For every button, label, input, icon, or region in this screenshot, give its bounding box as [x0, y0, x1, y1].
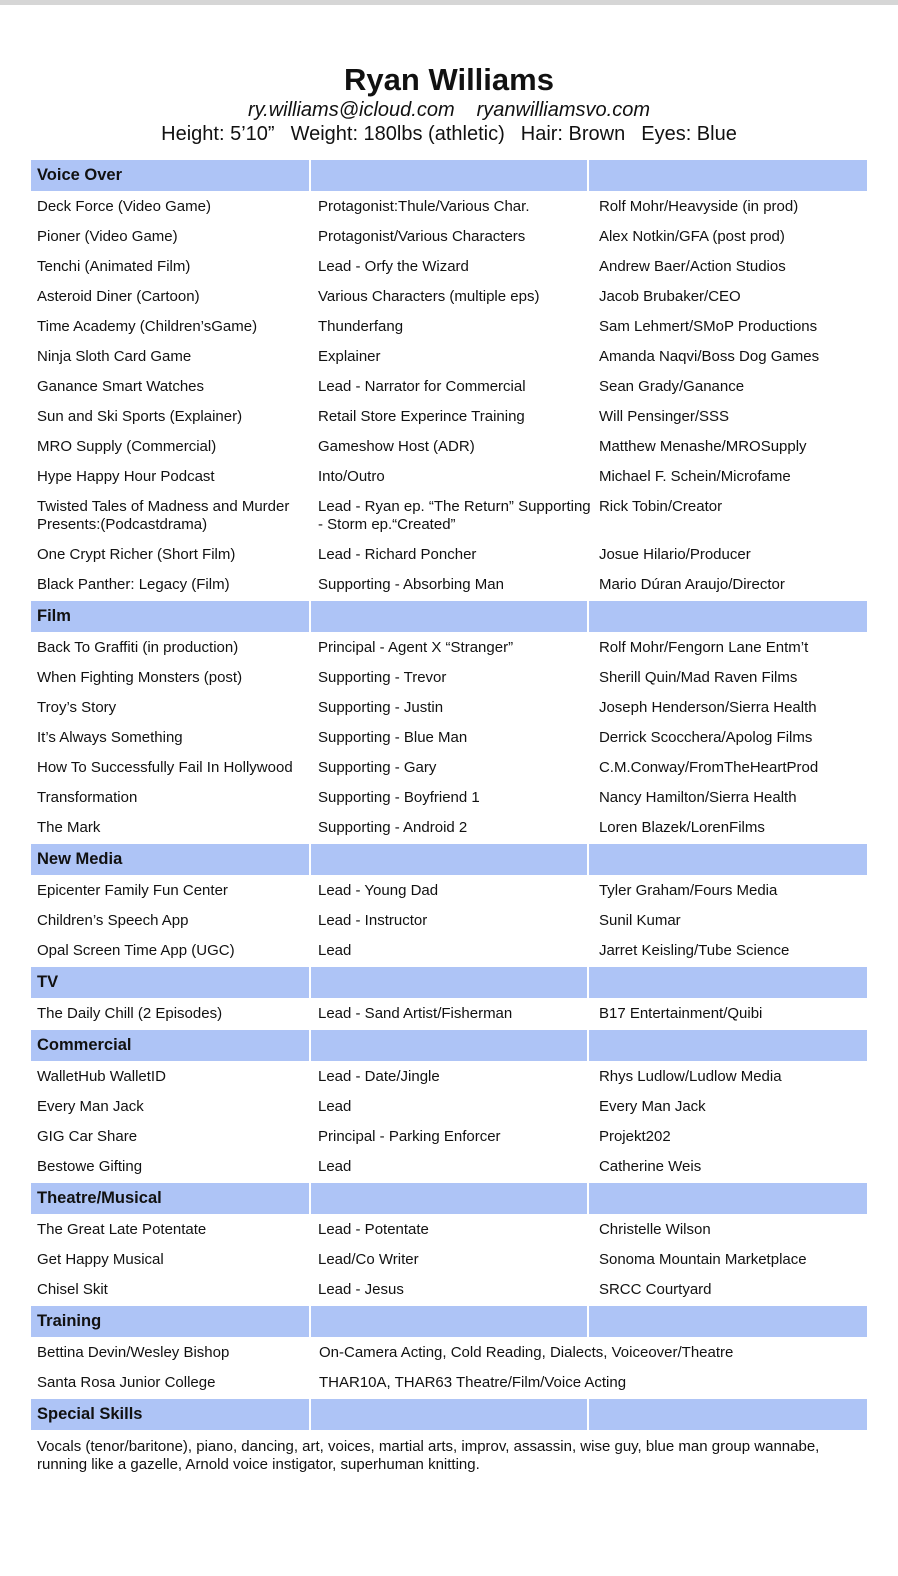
section-title: Film — [37, 607, 71, 625]
credit-row — [31, 999, 867, 1029]
credit-row — [31, 540, 867, 570]
credit-row — [31, 1215, 867, 1245]
project-cell: The Mark — [37, 819, 101, 836]
training-teacher-cell: Bettina Devin/Wesley Bishop — [37, 1344, 230, 1361]
column-divider — [587, 1306, 589, 1337]
director-cell: B17 Entertainment/Quibi — [598, 1005, 763, 1022]
height-stat: Height: 5’10” — [161, 123, 275, 145]
role-cell: Lead - Date/Jingle — [317, 1068, 440, 1085]
role-cell: Lead - Instructor — [317, 912, 428, 929]
project-cell: How To Successfully Fail In Hollywood — [37, 759, 293, 776]
role-cell: Supporting - Gary — [317, 759, 437, 776]
credit-row — [31, 633, 867, 663]
director-cell: Rick Tobin/Creator — [598, 498, 723, 515]
credit-row — [31, 1245, 867, 1275]
section-title: New Media — [37, 850, 123, 868]
project-cell: Epicenter Family Fun Center — [37, 882, 228, 899]
project-cell: Sun and Ski Sports (Explainer) — [37, 408, 243, 425]
eyes-stat: Eyes: Blue — [641, 123, 737, 145]
project-cell: Asteroid Diner (Cartoon) — [37, 288, 200, 305]
physical-stats — [0, 122, 898, 146]
director-cell: Sean Grady/Ganance — [598, 378, 745, 395]
email-link[interactable]: ry.williams@icloud.com — [247, 99, 455, 121]
section-header-special-skills — [31, 1399, 867, 1430]
role-cell: Protagonist:Thule/Various Char. — [317, 198, 530, 215]
role-cell: Supporting - Android 2 — [317, 819, 468, 836]
director-cell: Sonoma Mountain Marketplace — [598, 1251, 807, 1268]
project-cell: Troy’s Story — [37, 699, 117, 716]
director-cell: C.M.Conway/FromTheHeartProd — [598, 759, 819, 776]
column-divider — [309, 601, 311, 632]
credit-row — [31, 312, 867, 342]
project-cell: Deck Force (Video Game) — [37, 198, 211, 215]
project-cell: Black Panther: Legacy (Film) — [37, 576, 230, 593]
role-cell: Gameshow Host (ADR) — [317, 438, 475, 455]
training-subject-cell: On-Camera Acting, Cold Reading, Dialects, Voiceover/Theatre — [319, 1344, 734, 1361]
weight-stat: Weight: 180lbs (athletic) — [290, 123, 505, 145]
director-cell: Christelle Wilson — [598, 1221, 711, 1238]
role-cell: Lead - Orfy the Wizard — [317, 258, 469, 275]
column-divider — [309, 1030, 311, 1061]
training-teacher-cell: Santa Rosa Junior College — [37, 1374, 216, 1391]
role-cell: Lead - Jesus — [317, 1281, 404, 1298]
project-cell: Get Happy Musical — [37, 1251, 164, 1268]
column-divider — [587, 1030, 589, 1061]
credit-row — [31, 342, 867, 372]
role-cell: Lead - Narrator for Commercial — [317, 378, 526, 395]
director-cell: Rolf Mohr/Fengorn Lane Entm’t — [598, 639, 809, 656]
credit-row — [31, 1122, 867, 1152]
section-title: Theatre/Musical — [37, 1189, 162, 1207]
special-skills-text: Vocals (tenor/baritone), piano, dancing, art, voices, martial arts, improv, assassin, wise guy, blue man group wannabe, running like a gazelle, Arnold voice instigator, superhuman knitting. — [37, 1438, 820, 1473]
credit-row — [31, 906, 867, 936]
role-cell: Into/Outro — [317, 468, 385, 485]
credit-row — [31, 936, 867, 966]
project-cell: Tenchi (Animated Film) — [37, 258, 191, 275]
section-title: TV — [37, 973, 59, 991]
column-divider — [309, 1399, 311, 1430]
column-divider — [587, 601, 589, 632]
section-title: Commercial — [37, 1036, 132, 1054]
column-divider — [309, 1183, 311, 1214]
project-cell: GIG Car Share — [37, 1128, 138, 1145]
director-cell: Every Man Jack — [598, 1098, 706, 1115]
actor-name: Ryan Williams — [344, 62, 554, 97]
credit-row — [31, 1092, 867, 1122]
role-cell: Various Characters (multiple eps) — [317, 288, 540, 305]
project-cell: The Great Late Potentate — [37, 1221, 207, 1238]
director-cell: Michael F. Schein/Microfame — [598, 468, 791, 485]
role-cell: Explainer — [317, 348, 381, 365]
credit-row — [31, 1152, 867, 1182]
project-cell: Chisel Skit — [37, 1281, 108, 1298]
director-cell: Jarret Keisling/Tube Science — [598, 942, 790, 959]
director-cell: Derrick Scocchera/Apolog Films — [598, 729, 813, 746]
credit-row — [31, 432, 867, 462]
director-cell: Matthew Menashe/MROSupply — [598, 438, 807, 455]
project-cell: Twisted Tales of Madness and Murder Presents:(Podcastdrama) — [37, 498, 290, 533]
director-cell: Sunil Kumar — [598, 912, 681, 929]
credit-row — [31, 693, 867, 723]
hair-stat: Hair: Brown — [520, 123, 626, 145]
project-cell: Time Academy (Children’sGame) — [37, 318, 258, 335]
project-cell: Opal Screen Time App (UGC) — [37, 942, 235, 959]
director-cell: Amanda Naqvi/Boss Dog Games — [598, 348, 820, 365]
director-cell: Joseph Henderson/Sierra Health — [598, 699, 817, 716]
section-title: Special Skills — [37, 1405, 143, 1423]
director-cell: Rolf Mohr/Heavyside (in prod) — [598, 198, 799, 215]
director-cell: Loren Blazek/LorenFilms — [598, 819, 765, 836]
director-cell: Will Pensinger/SSS — [598, 408, 730, 425]
role-cell: Lead - Sand Artist/Fisherman — [317, 1005, 513, 1022]
project-cell: Ganance Smart Watches — [37, 378, 205, 395]
credit-row — [31, 192, 867, 222]
section-title: Training — [37, 1312, 102, 1330]
website-link[interactable]: ryanwilliamsvo.com — [476, 99, 650, 121]
section-header-theatre-musical — [31, 1183, 867, 1214]
section-title: Voice Over — [37, 166, 122, 184]
project-cell: Ninja Sloth Card Game — [37, 348, 192, 365]
column-divider — [587, 967, 589, 998]
column-divider — [587, 1183, 589, 1214]
role-cell: Supporting - Justin — [317, 699, 444, 716]
director-cell: SRCC Courtyard — [598, 1281, 712, 1298]
director-cell: Mario Dúran Araujo/Director — [598, 576, 785, 593]
role-cell: Lead - Ryan ep. “The Return” Supporting - Storm ep.“Created” — [317, 498, 591, 533]
project-cell: Children’s Speech App — [37, 912, 189, 929]
credit-row — [31, 570, 867, 600]
credit-row — [31, 1275, 867, 1305]
resume-table — [31, 159, 867, 1474]
column-divider — [309, 844, 311, 875]
director-cell: Sam Lehmert/SMoP Productions — [598, 318, 818, 335]
credit-row — [31, 222, 867, 252]
project-cell: The Daily Chill (2 Episodes) — [37, 1005, 223, 1022]
column-divider — [309, 1306, 311, 1337]
training-row — [31, 1368, 867, 1398]
director-cell: Sherill Quin/Mad Raven Films — [598, 669, 798, 686]
project-cell: When Fighting Monsters (post) — [37, 669, 243, 686]
role-cell: Lead — [317, 1098, 352, 1115]
role-cell: Lead — [317, 942, 352, 959]
director-cell: Josue Hilario/Producer — [598, 546, 751, 563]
column-divider — [587, 1399, 589, 1430]
role-cell: Lead - Young Dad — [317, 882, 439, 899]
role-cell: Retail Store Experince Training — [317, 408, 525, 425]
column-divider — [587, 844, 589, 875]
section-header-film — [31, 601, 867, 632]
role-cell: Protagonist/Various Characters — [317, 228, 526, 245]
credit-row — [31, 1062, 867, 1092]
director-cell: Nancy Hamilton/Sierra Health — [598, 789, 797, 806]
section-header-training — [31, 1306, 867, 1337]
project-cell: MRO Supply (Commercial) — [37, 438, 217, 455]
credit-row — [31, 813, 867, 843]
role-cell: Principal - Parking Enforcer — [317, 1128, 501, 1145]
role-cell: Supporting - Absorbing Man — [317, 576, 504, 593]
credit-row — [31, 402, 867, 432]
section-header-commercial — [31, 1030, 867, 1061]
credit-row — [31, 723, 867, 753]
credit-row — [31, 462, 867, 492]
director-cell: Projekt202 — [598, 1128, 671, 1145]
director-cell: Rhys Ludlow/Ludlow Media — [598, 1068, 782, 1085]
project-cell: Pioner (Video Game) — [37, 228, 178, 245]
role-cell: Lead - Potentate — [317, 1221, 429, 1238]
director-cell: Jacob Brubaker/CEO — [598, 288, 741, 305]
column-divider — [309, 160, 311, 191]
director-cell: Andrew Baer/Action Studios — [598, 258, 786, 275]
director-cell: Tyler Graham/Fours Media — [598, 882, 778, 899]
role-cell: Supporting - Trevor — [317, 669, 447, 686]
training-row — [31, 1338, 867, 1368]
credit-row — [31, 372, 867, 402]
director-cell: Alex Notkin/GFA (post prod) — [598, 228, 785, 245]
role-cell: Lead/Co Writer — [317, 1251, 419, 1268]
role-cell: Supporting - Blue Man — [317, 729, 468, 746]
role-cell: Supporting - Boyfriend 1 — [317, 789, 480, 806]
section-header-voice-over — [31, 160, 867, 191]
project-cell: Transformation — [37, 789, 138, 806]
training-subject-cell: THAR10A, THAR63 Theatre/Film/Voice Acting — [319, 1374, 627, 1391]
project-cell: It’s Always Something — [37, 729, 183, 746]
credit-row — [31, 252, 867, 282]
credit-row — [31, 492, 867, 540]
project-cell: Bestowe Gifting — [37, 1158, 143, 1175]
credit-row — [31, 753, 867, 783]
resume-header — [0, 62, 898, 146]
project-cell: Every Man Jack — [37, 1098, 144, 1115]
role-cell: Lead — [317, 1158, 352, 1175]
project-cell: Back To Graffiti (in production) — [37, 639, 239, 656]
column-divider — [309, 967, 311, 998]
section-header-new-media — [31, 844, 867, 875]
contact-line — [0, 98, 898, 122]
credit-row — [31, 783, 867, 813]
director-cell: Catherine Weis — [598, 1158, 702, 1175]
credit-row — [31, 876, 867, 906]
role-cell: Lead - Richard Poncher — [317, 546, 477, 563]
top-rule — [0, 0, 898, 5]
column-divider — [587, 160, 589, 191]
credit-row — [31, 663, 867, 693]
role-cell: Principal - Agent X “Stranger” — [317, 639, 514, 656]
section-header-tv — [31, 967, 867, 998]
project-cell: Hype Happy Hour Podcast — [37, 468, 215, 485]
project-cell: One Crypt Richer (Short Film) — [37, 546, 236, 563]
credit-row — [31, 282, 867, 312]
role-cell: Thunderfang — [317, 318, 404, 335]
project-cell: WalletHub WalletID — [37, 1068, 166, 1085]
